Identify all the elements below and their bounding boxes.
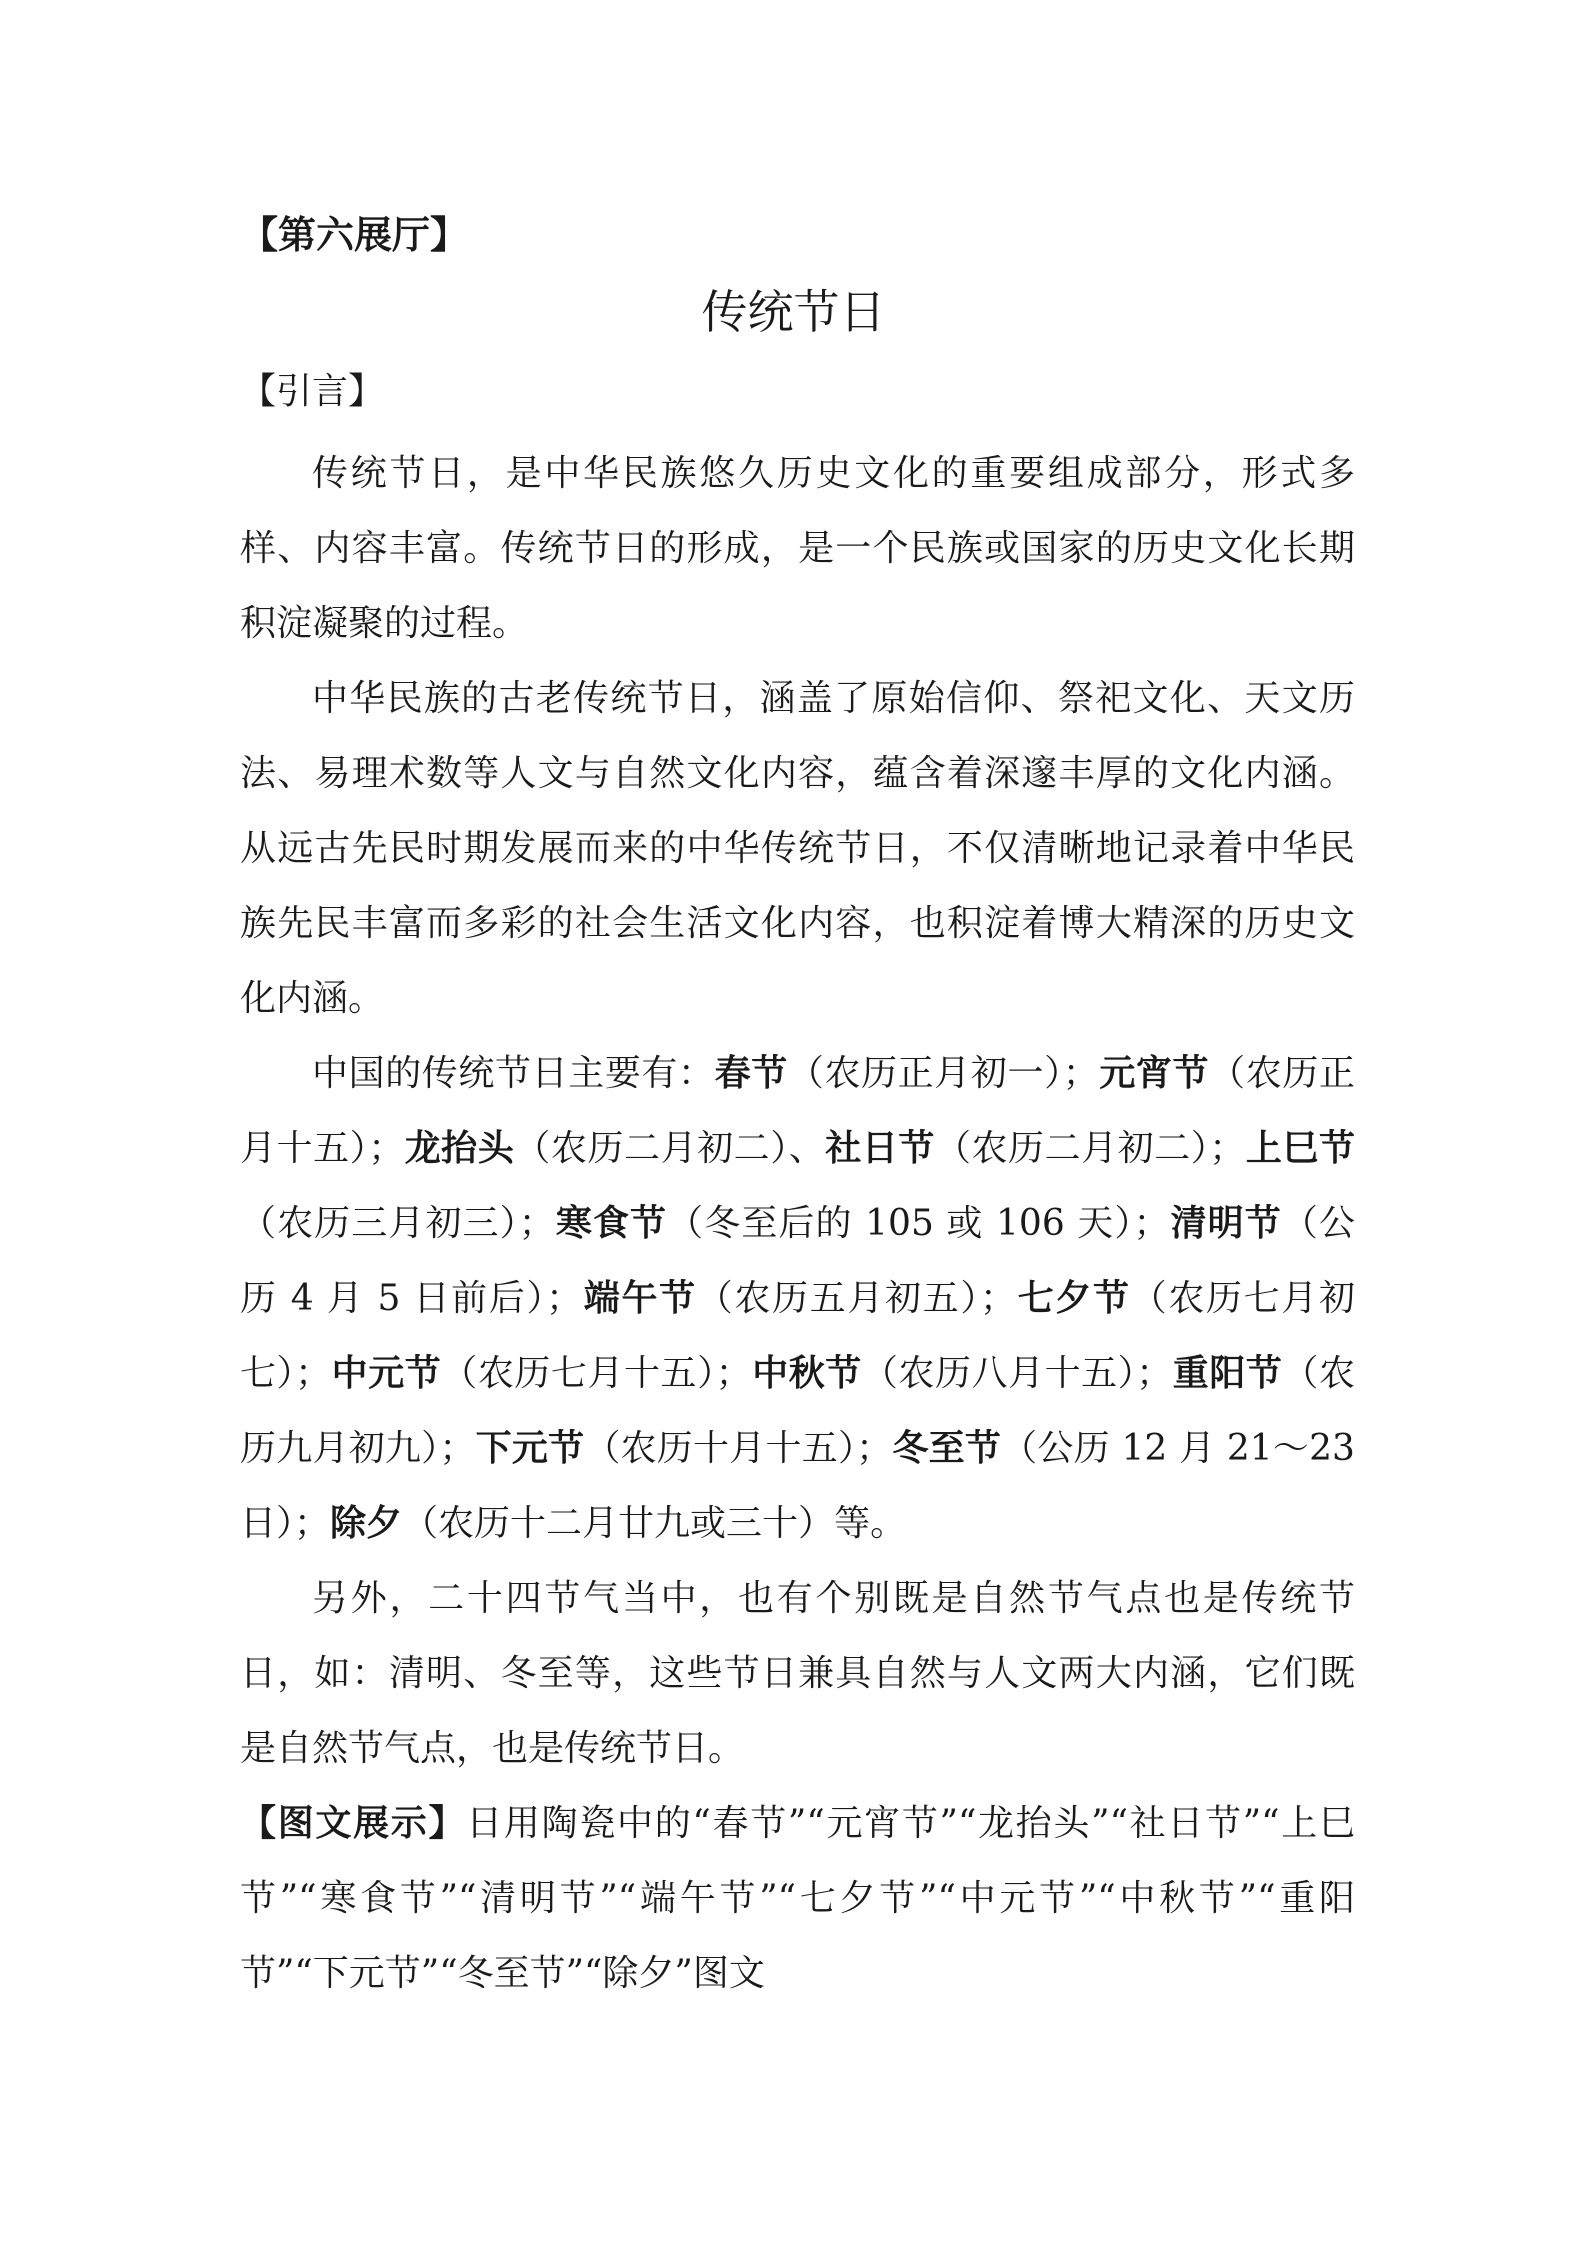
festival-date: （公历 4 月 5 日前后） bbox=[240, 1203, 1355, 1319]
festival-name: 中元节 bbox=[331, 1352, 442, 1394]
festival-separator: ； bbox=[546, 1278, 583, 1319]
showcase-text: 日用陶瓷中的“春节”“元宵节”“龙抬头”“社日节”“上巳节”“寒食节”“清明节”“端午节”“七夕节”“中元节”“中秋节”“重阳节”“下元节”“冬至节”“除夕”图文 bbox=[240, 1803, 1355, 1994]
festival-separator: ； bbox=[715, 1353, 752, 1394]
festival-separator: ； bbox=[295, 1353, 332, 1394]
showcase-label: 【图文展示】 bbox=[240, 1802, 467, 1844]
festival-separator: ； bbox=[856, 1428, 893, 1469]
festival-date: （农历二月初二） bbox=[934, 1128, 1210, 1169]
festival-name: 七夕节 bbox=[1016, 1277, 1131, 1319]
paragraph-2: 中华民族的古老传统节日，涵盖了原始信仰、祭祀文化、天文历法、易理术数等人文与自然文化内容，蕴含着深邃丰厚的文化内涵。从远古先民时期发展而来的中华传统节日，不仅清晰地记录着中华民族先民丰富而多彩的社会生活文化内容，也积淀着博大精深的历史文化内涵。 bbox=[240, 678, 1355, 1019]
festival-name: 重阳节 bbox=[1172, 1352, 1283, 1394]
festival-name: 春节 bbox=[714, 1052, 788, 1094]
festival-date: （公历 12 月 21～23 日） bbox=[240, 1428, 1355, 1544]
paragraph-4: 另外，二十四节气当中，也有个别既是自然节气点也是传统节日，如：清明、冬至等，这些节日兼具自然与人文两大内涵，它们既是自然节气点，也是传统节日。 bbox=[240, 1578, 1355, 1769]
festival-date: （农历十二月廿九或三十） bbox=[402, 1503, 835, 1544]
festival-separator: ； bbox=[1136, 1353, 1173, 1394]
paragraph-festivals bbox=[240, 1036, 1355, 1561]
festival-date: （农历五月初五） bbox=[696, 1278, 981, 1319]
festival-name: 社日节 bbox=[825, 1127, 935, 1169]
festival-separator: ； bbox=[980, 1278, 1017, 1319]
festival-date: （农历七月初七） bbox=[240, 1278, 1355, 1394]
festival-name: 下元节 bbox=[475, 1427, 585, 1469]
paragraph-1: 传统节日，是中华民族悠久历史文化的重要组成部分，形式多样、内容丰富。传统节日的形成，是一个民族或国家的历史文化长期积淀凝聚的过程。 bbox=[240, 453, 1355, 644]
festival-name: 冬至节 bbox=[892, 1427, 1002, 1469]
intro-label: 【引言】 bbox=[240, 371, 385, 412]
festival-date: （农历正月十五） bbox=[240, 1053, 1355, 1169]
festival-date: （农历正月初一） bbox=[787, 1053, 1063, 1094]
hall-label: 【第六展厅】 bbox=[240, 212, 469, 257]
page-title: 传统节日 bbox=[701, 285, 886, 339]
showcase-paragraph bbox=[240, 1786, 1355, 2011]
festival-name: 上巳节 bbox=[1245, 1127, 1355, 1169]
festival-date: （农历八月十五） bbox=[861, 1353, 1137, 1394]
festivals-intro: 中国的传统节日主要有： bbox=[312, 1053, 715, 1094]
festival-name: 端午节 bbox=[582, 1277, 697, 1319]
festival-separator: ； bbox=[439, 1428, 476, 1469]
festival-date: （农历二月初二） bbox=[514, 1128, 789, 1169]
festival-separator: ； bbox=[518, 1203, 555, 1244]
festival-name: 清明节 bbox=[1169, 1202, 1282, 1244]
festival-date: （农历九月初九） bbox=[240, 1353, 1355, 1469]
body-text bbox=[240, 436, 1355, 2011]
festival-date: （农历十月十五） bbox=[584, 1428, 857, 1469]
festival-separator: ； bbox=[1133, 1203, 1170, 1244]
festival-name: 寒食节 bbox=[554, 1202, 668, 1244]
festival-date: （农历三月初三） bbox=[240, 1203, 519, 1244]
festival-separator: ； bbox=[1209, 1128, 1246, 1169]
festival-separator: 、 bbox=[788, 1128, 826, 1169]
festival-name: 除夕 bbox=[330, 1502, 403, 1544]
festival-separator: ； bbox=[1062, 1053, 1099, 1094]
festival-name: 元宵节 bbox=[1098, 1052, 1210, 1094]
festival-date: （农历七月十五） bbox=[441, 1353, 716, 1394]
festival-separator: 等。 bbox=[834, 1503, 907, 1544]
festival-date: （冬至后的 105 或 106 天） bbox=[667, 1203, 1134, 1244]
festival-name: 中秋节 bbox=[751, 1352, 862, 1394]
festival-name: 龙抬头 bbox=[404, 1127, 515, 1169]
festival-separator: ； bbox=[294, 1503, 331, 1544]
festival-separator: ； bbox=[368, 1128, 405, 1169]
